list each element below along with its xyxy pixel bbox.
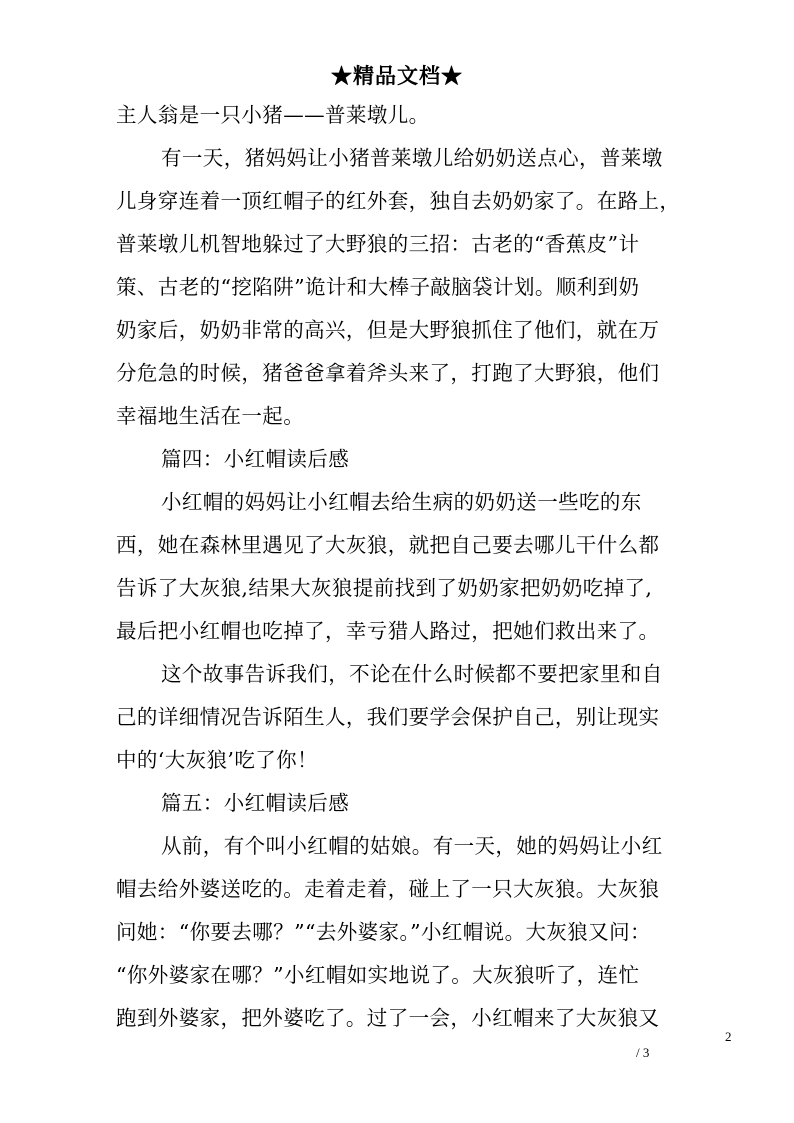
page-total: / 3 [636, 1045, 650, 1060]
document-body [116, 94, 681, 1040]
text-line: 普莱墩儿机智地躲过了大野狼的三招：古老的“香蕉皮”计 [116, 232, 640, 256]
document-header-title: ★精品文档★ [331, 63, 463, 88]
text-line: 告诉了大灰狼,结果大灰狼提前找到了奶奶家把奶奶吃掉了, [116, 576, 653, 600]
text-line: 己的详细情况告诉陌生人，我们要学会保护自己，别让现实 [116, 705, 660, 729]
text-line: 篇四：小红帽读后感 [161, 447, 350, 471]
text-line: 主人翁是一只小猪——普莱墩儿。 [116, 103, 430, 127]
text-line: 这个故事告诉我们，不论在什么时候都不要把家里和自 [161, 662, 663, 686]
text-line: 小红帽的妈妈让小红帽去给生病的奶奶送一些吃的东 [161, 490, 642, 514]
text-line: 跑到外婆家，把外婆吃了。过了一会，小红帽来了大灰狼又 [116, 1006, 660, 1030]
text-line: 西，她在森林里遇见了大灰狼，就把自己要去哪儿干什么都 [116, 533, 660, 557]
text-line: 奶家后，奶奶非常的高兴，但是大野狼抓住了他们，就在万 [116, 318, 660, 342]
text-line: 最后把小红帽也吃掉了，幸亏猎人路过，把她们救出来了。 [116, 619, 660, 643]
text-line: “你外婆家在哪？”小红帽如实地说了。大灰狼听了，连忙 [116, 963, 640, 987]
text-line: 分危急的时候，猪爸爸拿着斧头来了，打跑了大野狼，他们 [116, 361, 660, 385]
text-line: 中的‘大灰狼’吃了你！ [116, 748, 318, 772]
text-line: 儿身穿连着一顶红帽子的红外套，独自去奶奶家了。在路上， [116, 189, 681, 213]
text-line: 策、古老的“挖陷阱”诡计和大棒子敲脑袋计划。顺利到奶 [116, 275, 640, 299]
text-line: 帽去给外婆送吃的。走着走着，碰上了一只大灰狼。大灰狼 [116, 877, 660, 901]
text-line: 问她：“你要去哪？”“去外婆家。”小红帽说。大灰狼又问： [116, 920, 651, 944]
text-line: 篇五：小红帽读后感 [161, 791, 350, 815]
text-line: 从前，有个叫小红帽的姑娘。有一天，她的妈妈让小红 [161, 834, 663, 858]
text-line: 有一天，猪妈妈让小猪普莱墩儿给奶奶送点心，普莱墩 [161, 146, 663, 170]
page-number: 2 [725, 1029, 732, 1044]
text-line: 幸福地生活在一起。 [116, 404, 305, 428]
